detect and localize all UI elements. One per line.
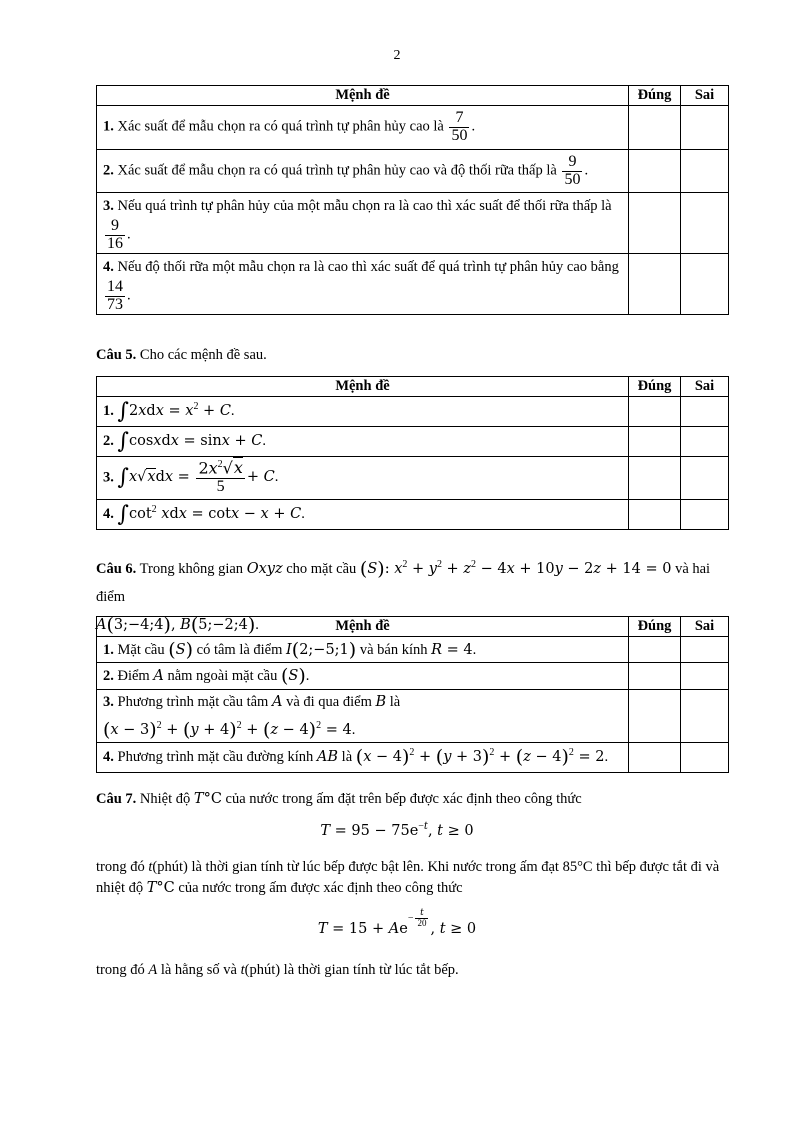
q6-prompt: Câu 6. Trong không gian Oxyz cho mặt cầu (S): $x^2 + y^2 + z^2 - 4x + 10y - 2z + 14 = 0$ và hai điểm A(3;−4;4), B(5;−2;4). bbox=[96, 557, 711, 636]
true-answer-cell[interactable] bbox=[629, 150, 681, 193]
sphere-equation: $(x - 3)^2 + (y + 4)^2 + (z - 4)^2 = 4$. bbox=[103, 718, 356, 741]
statement-text: Xác suất để mẫu chọn ra có quá trình tự phân hủy cao là bbox=[117, 118, 444, 135]
table-row bbox=[97, 254, 729, 315]
table-row bbox=[97, 663, 729, 690]
false-answer-cell[interactable] bbox=[681, 254, 729, 315]
integral-formula: ∫cosxdx = sinx + C. bbox=[117, 429, 267, 454]
fraction: $\frac{9}{50}$ bbox=[564, 152, 581, 188]
question-text: Cho các mệnh đề sau. bbox=[139, 347, 267, 363]
true-answer-cell[interactable] bbox=[629, 193, 681, 254]
fraction: $\frac{14}{73}$ bbox=[107, 277, 123, 313]
table-row bbox=[97, 742, 729, 772]
header-true: Đúng bbox=[629, 617, 681, 637]
statement-text: Xác suất để mẫu chọn ra có quá trình tự phân hủy cao và độ thối rữa thấp là bbox=[117, 162, 557, 179]
true-answer-cell[interactable] bbox=[629, 397, 681, 427]
true-answer-cell[interactable] bbox=[629, 106, 681, 150]
header-false: Sai bbox=[681, 86, 729, 106]
integral-formula: $\int\cot^2$ xdx = cotx − x + C. bbox=[117, 502, 305, 527]
true-answer-cell[interactable] bbox=[629, 500, 681, 530]
statement-number: 3. bbox=[103, 469, 114, 486]
integral-formula: $\int 2xdx = x^2 + C$. bbox=[117, 399, 235, 424]
q7-prompt: Câu 7. Nhiệt độ T°C của nước trong ấm đặt trên bếp được xác định theo công thức bbox=[96, 791, 582, 807]
table-row bbox=[97, 637, 729, 663]
true-answer-cell[interactable] bbox=[629, 254, 681, 315]
false-answer-cell[interactable] bbox=[681, 150, 729, 193]
false-answer-cell[interactable] bbox=[681, 193, 729, 254]
q4-table bbox=[96, 85, 729, 315]
statement-cell: 2. Xác suất để mẫu chọn ra có quá trình tự phân hủy cao và độ thối rữa thấp là $\frac{9}{50}$ . bbox=[97, 150, 629, 193]
table-header-row bbox=[97, 86, 729, 106]
statement-number: 2. bbox=[103, 162, 114, 179]
page-number: 2 bbox=[393, 48, 401, 63]
header-true: Đúng bbox=[629, 86, 681, 106]
false-answer-cell[interactable] bbox=[681, 637, 729, 663]
statement-number: 4. bbox=[103, 258, 114, 275]
fraction: $\frac{9}{16}$ bbox=[107, 216, 123, 252]
header-statement: Mệnh đề bbox=[97, 617, 629, 637]
false-answer-cell[interactable] bbox=[681, 106, 729, 150]
header-false: Sai bbox=[681, 617, 729, 637]
question-label: Câu 7. bbox=[96, 791, 137, 807]
statement-cell: 3. Phương trình mặt cầu tâm A và đi qua điểm B là $(x - 3)^2 + (y + 4)^2 + (z - 4)^2 = 4$. bbox=[97, 690, 629, 743]
table-row bbox=[97, 457, 729, 500]
true-answer-cell[interactable] bbox=[629, 742, 681, 772]
q5-table bbox=[96, 376, 729, 530]
q7-paragraph-2: trong đó t(phút) là thời gian tính từ lúc bếp được bật lên. Khi nước trong ấm đạt 85°C thì bếp được tắt đi và nhiệt độ T°C của nước trong ấm được xác định theo công thức bbox=[96, 859, 720, 896]
false-answer-cell[interactable] bbox=[681, 742, 729, 772]
statement-cell: 1. Xác suất để mẫu chọn ra có quá trình tự phân hủy cao là $\frac{7}{50}$ . bbox=[97, 106, 629, 150]
statement-text: Nếu độ thối rữa một mẫu chọn ra là cao thì xác suất để quá trình tự phân hủy cao bằng bbox=[117, 258, 619, 275]
sphere-equation: (S): $x^2 + y^2 + z^2 - 4x + 10y - 2z + 14 = 0$ bbox=[359, 557, 672, 580]
statement-number: 4. bbox=[103, 506, 114, 522]
points-ab: A(3;−4;4), B(5;−2;4). bbox=[96, 613, 259, 636]
formula-cooling: $T = 15 + Ae^{- \frac{t}{20}}$ , t ≥ 0 bbox=[317, 908, 477, 938]
statement-cell: 1. Mặt cầu (S) có tâm là điểm I(2;−5;1) và bán kính R = 4. bbox=[97, 637, 629, 663]
statement-number: 1. bbox=[103, 118, 114, 135]
table-row bbox=[97, 427, 729, 457]
fraction: $\frac{7}{50}$ bbox=[451, 109, 468, 144]
statement-cell: 2. Điểm A nằm ngoài mặt cầu (S). bbox=[97, 663, 629, 690]
false-answer-cell[interactable] bbox=[681, 457, 729, 500]
table-row bbox=[97, 500, 729, 530]
table-row bbox=[97, 106, 729, 150]
false-answer-cell[interactable] bbox=[681, 500, 729, 530]
q7-paragraph-3: trong đó A là hằng số và t(phút) là thời gian tính từ lúc tắt bếp. bbox=[96, 962, 459, 978]
statement-cell bbox=[97, 457, 629, 500]
true-answer-cell[interactable] bbox=[629, 457, 681, 500]
statement-number: 1. bbox=[103, 403, 114, 419]
statement-number: 3. bbox=[103, 694, 114, 710]
true-answer-cell[interactable] bbox=[629, 663, 681, 690]
question-label: Câu 5. bbox=[96, 347, 137, 363]
header-false: Sai bbox=[681, 377, 729, 397]
q6-table bbox=[96, 613, 729, 773]
statement-cell bbox=[97, 427, 629, 457]
statement-cell: 4. Nếu độ thối rữa một mẫu chọn ra là cao thì xác suất để quá trình tự phân hủy cao bằng $\frac{14}{73}$ . bbox=[97, 254, 629, 315]
sphere-equation: $(x - 4)^2 + (y + 3)^2 + (z - 4)^2 = 2$. bbox=[355, 746, 609, 769]
table-row bbox=[97, 690, 729, 743]
statement-text: Nếu quá trình tự phân hủy của một mẫu chọn ra là cao thì xác suất để thối rữa thấp là bbox=[117, 197, 612, 214]
formula-heating: $T = 95 - 75e^{-t}$, t ≥ 0 bbox=[320, 821, 474, 839]
false-answer-cell[interactable] bbox=[681, 690, 729, 743]
true-answer-cell[interactable] bbox=[629, 427, 681, 457]
header-statement: Mệnh đề bbox=[97, 86, 629, 106]
true-answer-cell[interactable] bbox=[629, 637, 681, 663]
statement-cell: 4. Phương trình mặt cầu đường kính AB là $(x - 4)^2 + (y + 3)^2 + (z - 4)^2 = 2$. bbox=[97, 742, 629, 772]
table-row bbox=[97, 397, 729, 427]
statement-number: 2. bbox=[103, 433, 114, 449]
integral-formula: ∫x√xdx = $\frac{2x^2√x}{5}$ + C. bbox=[117, 458, 279, 496]
false-answer-cell[interactable] bbox=[681, 397, 729, 427]
statement-cell bbox=[97, 397, 629, 427]
question-label: Câu 6. bbox=[96, 560, 137, 577]
statement-number: 1. bbox=[103, 641, 114, 658]
table-header-row bbox=[97, 377, 729, 397]
false-answer-cell[interactable] bbox=[681, 663, 729, 690]
table-header-row bbox=[97, 617, 729, 637]
header-statement: Mệnh đề bbox=[97, 377, 629, 397]
statement-number: 3. bbox=[103, 197, 114, 214]
false-answer-cell[interactable] bbox=[681, 427, 729, 457]
statement-number: 4. bbox=[103, 749, 114, 766]
q5-prompt bbox=[96, 344, 728, 366]
table-row bbox=[97, 193, 729, 254]
statement-cell: 3. Nếu quá trình tự phân hủy của một mẫu chọn ra là cao thì xác suất để thối rữa thấp là $\frac{9}{16}$ . bbox=[97, 193, 629, 254]
header-true: Đúng bbox=[629, 377, 681, 397]
statement-cell bbox=[97, 500, 629, 530]
true-answer-cell[interactable] bbox=[629, 690, 681, 743]
statement-number: 2. bbox=[103, 668, 114, 684]
table-row bbox=[97, 150, 729, 193]
